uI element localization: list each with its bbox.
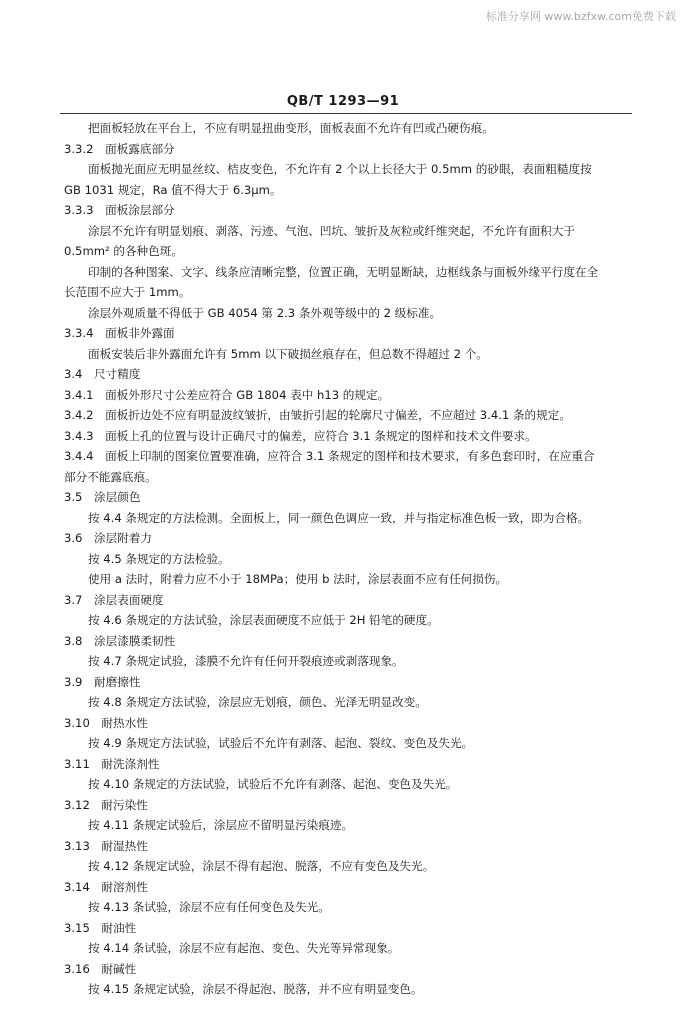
header-rule [60, 113, 632, 114]
body-text-line: 按 4.14 条试验，涂层不应有起泡、变色、失光等异常现象。 [88, 941, 400, 955]
body-text-line: 面板抛光面应无明显丝纹、桔皮变色，不允许有 2 个以上长径大于 0.5mm 的砂眼，表面粗糙度按 [88, 162, 592, 176]
body-text-line: 按 4.7 条规定试验，漆膜不允许有任何开裂痕迹或剥落现象。 [88, 654, 404, 668]
section-heading: 3.4 尺寸精度 [64, 367, 141, 381]
body-text-line: 部分不能露底痕。 [64, 469, 157, 484]
body-text-line: 把面板轻放在平台上，不应有明显扭曲变形，面板表面不允许有凹或凸硬伤痕。 [88, 121, 494, 135]
section-heading: 3.6 涂层附着力 [64, 531, 153, 545]
body-text-line: 长范围不应大于 1mm。 [64, 285, 191, 299]
section-heading: 3.15 耐油性 [64, 920, 137, 935]
body-text-line: 按 4.6 条规定的方法试验，涂层表面硬度不应低于 2H 铅笔的硬度。 [88, 613, 439, 627]
body-text-line: 涂层外观质量不得低于 GB 4054 第 2.3 条外观等级中的 2 级标准。 [88, 305, 442, 320]
body-text-line: 按 4.11 条规定试验后，涂层应不留明显污染痕迹。 [88, 818, 354, 832]
section-heading: 3.7 涂层表面硬度 [64, 592, 164, 607]
body-text-line: 使用 a 法时，附着力应不小于 18MPa；使用 b 法时，涂层表面不应有任何损伤。 [88, 572, 508, 586]
body-text-line: 按 4.15 条规定试验，涂层不得起泡、脱落，并不应有明显变色。 [88, 982, 423, 996]
section-heading: 3.8 涂层漆膜柔韧性 [64, 633, 176, 648]
section-heading: 3.4.4 面板上印制的图案位置要准确，应符合 3.1 条规定的图样和技术要求，有多色套印时，在应重合 [64, 449, 595, 463]
body-text-line: 按 4.12 条规定试验，涂层不得有起泡、脱落，不应有变色及失光。 [88, 859, 435, 873]
section-heading: 3.16 耐碱性 [64, 961, 137, 976]
body-text-line: 印制的各种图案、文字、线条应清晰完整，位置正确，无明显断缺，边框线条与面板外缘平行度在全 [88, 264, 599, 279]
body-text-line: 0.5mm² 的各种色斑。 [64, 244, 183, 258]
body-text-line: GB 1031 规定，Ra 值不得大于 6.3μm。 [64, 182, 282, 197]
body-text-line: 涂层不允许有明显划痕、剥落、污迹、气泡、凹坑、皱折及灰粒或纤维突起，不允许有面积大于 [88, 223, 575, 238]
section-heading: 3.4.3 面板上孔的位置与设计正确尺寸的偏差，应符合 3.1 条规定的图样和技术文件要求。 [64, 428, 537, 443]
section-heading: 3.11 耐洗涤剂性 [64, 756, 160, 771]
body-text-line: 按 4.8 条规定方法试验，涂层应无划痕，颜色、光泽无明显改变。 [88, 695, 427, 709]
body-text-line: 按 4.9 条规定方法试验，试验后不允许有剥落、起泡、裂纹、变色及失光。 [88, 736, 474, 750]
body-text-line: 按 4.10 条规定的方法试验，试验后不允许有剥落、起泡、变色及失光。 [88, 777, 458, 791]
body-text-line: 按 4.13 条试验，涂层不应有任何变色及失光。 [88, 900, 330, 914]
section-heading: 3.3.4 面板非外露面 [64, 326, 175, 340]
section-heading: 3.3.3 面板涂层部分 [64, 203, 175, 217]
watermark-text: 标准分享网 www.bzfxw.com免费下载 [485, 10, 676, 23]
section-heading: 3.5 涂层颜色 [64, 490, 141, 504]
section-heading: 3.4.2 面板折边处不应有明显波纹皱折，由皱折引起的轮廓尺寸偏差，不应超过 3.4.1 条的规定。 [64, 408, 571, 422]
body-text-line: 按 4.4 条规定的方法检测。全面板上，同一颜色色调应一致，并与指定标准色板一致，即为合格。 [88, 510, 590, 525]
section-heading: 3.4.1 面板外形尺寸公差应符合 GB 1804 表中 h13 的规定。 [64, 387, 390, 402]
section-heading: 3.13 耐湿热性 [64, 838, 148, 853]
section-heading: 3.14 耐溶剂性 [64, 879, 148, 894]
standard-code-header: QB/T 1293—91 [286, 94, 400, 109]
section-heading: 3.12 耐污染性 [64, 797, 148, 812]
body-text-line: 按 4.5 条规定的方法检验。 [88, 551, 230, 566]
section-heading: 3.10 耐热水性 [64, 715, 148, 730]
body-text-line: 面板安装后非外露面允许有 5mm 以下破损丝痕存在，但总数不得超过 2 个。 [88, 346, 488, 361]
section-heading: 3.9 耐磨擦性 [64, 674, 141, 689]
section-heading: 3.3.2 面板露底部分 [64, 141, 175, 156]
